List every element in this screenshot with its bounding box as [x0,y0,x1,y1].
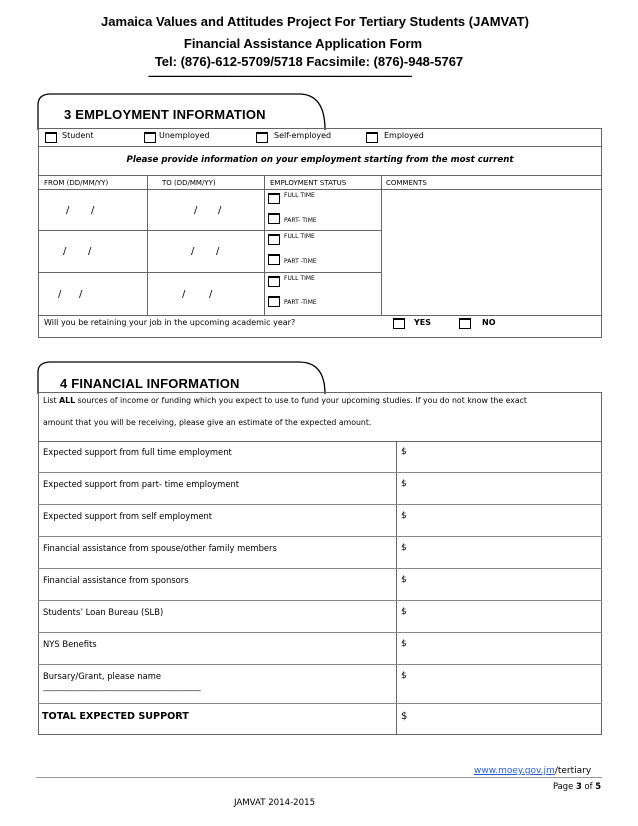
footer-divider [36,777,602,778]
funding-label: Expected support from part- time employment [43,479,240,489]
funding-label: NYS Benefits [43,639,97,649]
total-label: TOTAL EXPECTED SUPPORT [42,711,189,722]
employed-label: Employed [384,131,424,140]
retain-no-checkbox[interactable] [459,318,471,329]
from-date-slash-2: / [79,289,83,300]
retain-no-label: NO [482,318,496,327]
part-time-label: PART- TIME [284,217,317,224]
footer-url: www.moey.gov.jm/tertiary [474,766,592,776]
student-label: Student [62,131,94,140]
funding-label: Bursary/Grant, please name [43,671,162,681]
funding-row [38,537,602,569]
funding-amount[interactable]: $ [401,575,407,585]
to-date-slash-2: / [216,246,220,257]
part-time-checkbox[interactable] [268,296,280,307]
unemployed-label: Unemployed [159,131,210,140]
to-date-slash-2: / [209,289,213,300]
retain-yes-label: YES [414,318,432,327]
col-status: EMPLOYMENT STATUS [270,179,347,187]
part-time-checkbox[interactable] [268,213,280,224]
unemployed-checkbox[interactable] [144,132,156,143]
total-amount[interactable]: $ [401,711,408,722]
from-date-slash-1: / [63,246,67,257]
moey-link[interactable]: www.moey.gov.jm [474,766,555,776]
funding-row [38,601,602,633]
funding-label: Students’ Loan Bureau (SLB) [43,607,164,617]
funding-row [38,441,602,473]
bursary-name-line[interactable]: ------------------------------------------------------------------------------------------- [43,688,201,695]
funding-label: Expected support from self employment [43,511,213,521]
full-time-checkbox[interactable] [268,193,280,204]
funding-row [38,473,602,505]
funding-label: Expected support from full time employment [43,447,232,457]
part-time-label: PART -TIME [284,299,317,306]
page-number: Page 3 of 5 [553,781,602,791]
funding-amount[interactable]: $ [401,639,407,649]
funding-amount[interactable]: $ [401,671,407,681]
financial-intro-line2: amount that you will be receiving, please give an estimate of the expected amount. [43,418,372,427]
funding-amount[interactable]: $ [401,511,407,521]
from-date-slash-2: / [91,205,95,216]
full-time-label: FULL TIME [284,233,315,240]
funding-label: Financial assistance from sponsors [43,575,189,585]
to-date-slash-1: / [194,205,198,216]
header-line-1: Jamaica Values and Attitudes Project For Tertiary Students (JAMVAT) [101,14,529,29]
funding-label: Financial assistance from spouse/other family members [43,543,277,553]
funding-row [38,665,602,704]
from-date-slash-2: / [88,246,92,257]
full-time-checkbox[interactable] [268,276,280,287]
full-time-label: FULL TIME [284,275,315,282]
header-line-2: Financial Assistance Application Form [183,36,423,51]
funding-amount[interactable]: $ [401,543,407,553]
full-time-checkbox[interactable] [268,234,280,245]
col-comments: COMMENTS [386,179,427,187]
header-divider: ----------------------------------------------------------------------------------------------------------------- [148,71,412,81]
from-date-slash-1: / [66,205,70,216]
financial-intro: List ALL sources of income or funding which you expect to use to fund your upcoming studies. If you do not know the exact [43,396,527,405]
part-time-checkbox[interactable] [268,254,280,265]
header-line-3: Tel: (876)-612-5709/5718 Facsimile: (876)-948-5767 [154,54,464,69]
employment-instruction: Please provide information on your employment starting from the most current [126,155,514,165]
student-checkbox[interactable] [45,132,57,143]
funding-row [38,569,602,601]
funding-row [38,505,602,537]
financial-title: 4 FINANCIAL INFORMATION [60,376,240,391]
to-date-slash-2: / [218,205,222,216]
col-from: FROM (DD/MM/YY) [44,179,109,187]
total-row [38,704,602,735]
retain-job-question: Will you be retaining your job in the upcoming academic year? [44,318,296,327]
retain-yes-checkbox[interactable] [393,318,405,329]
to-date-slash-1: / [191,246,195,257]
part-time-label: PART -TIME [284,258,317,265]
funding-row [38,633,602,665]
self-employed-label: Self-employed [274,131,332,140]
employment-title: 3 EMPLOYMENT INFORMATION [64,107,266,122]
employed-checkbox[interactable] [366,132,378,143]
to-date-slash-1: / [182,289,186,300]
doc-label: JAMVAT 2014-2015 [234,798,316,808]
funding-amount[interactable]: $ [401,607,407,617]
from-date-slash-1: / [58,289,62,300]
funding-amount[interactable]: $ [401,479,407,489]
self-employed-checkbox[interactable] [256,132,268,143]
full-time-label: FULL TIME [284,192,315,199]
col-to: TO (DD/MM/YY) [162,179,216,187]
funding-amount[interactable]: $ [401,447,407,457]
